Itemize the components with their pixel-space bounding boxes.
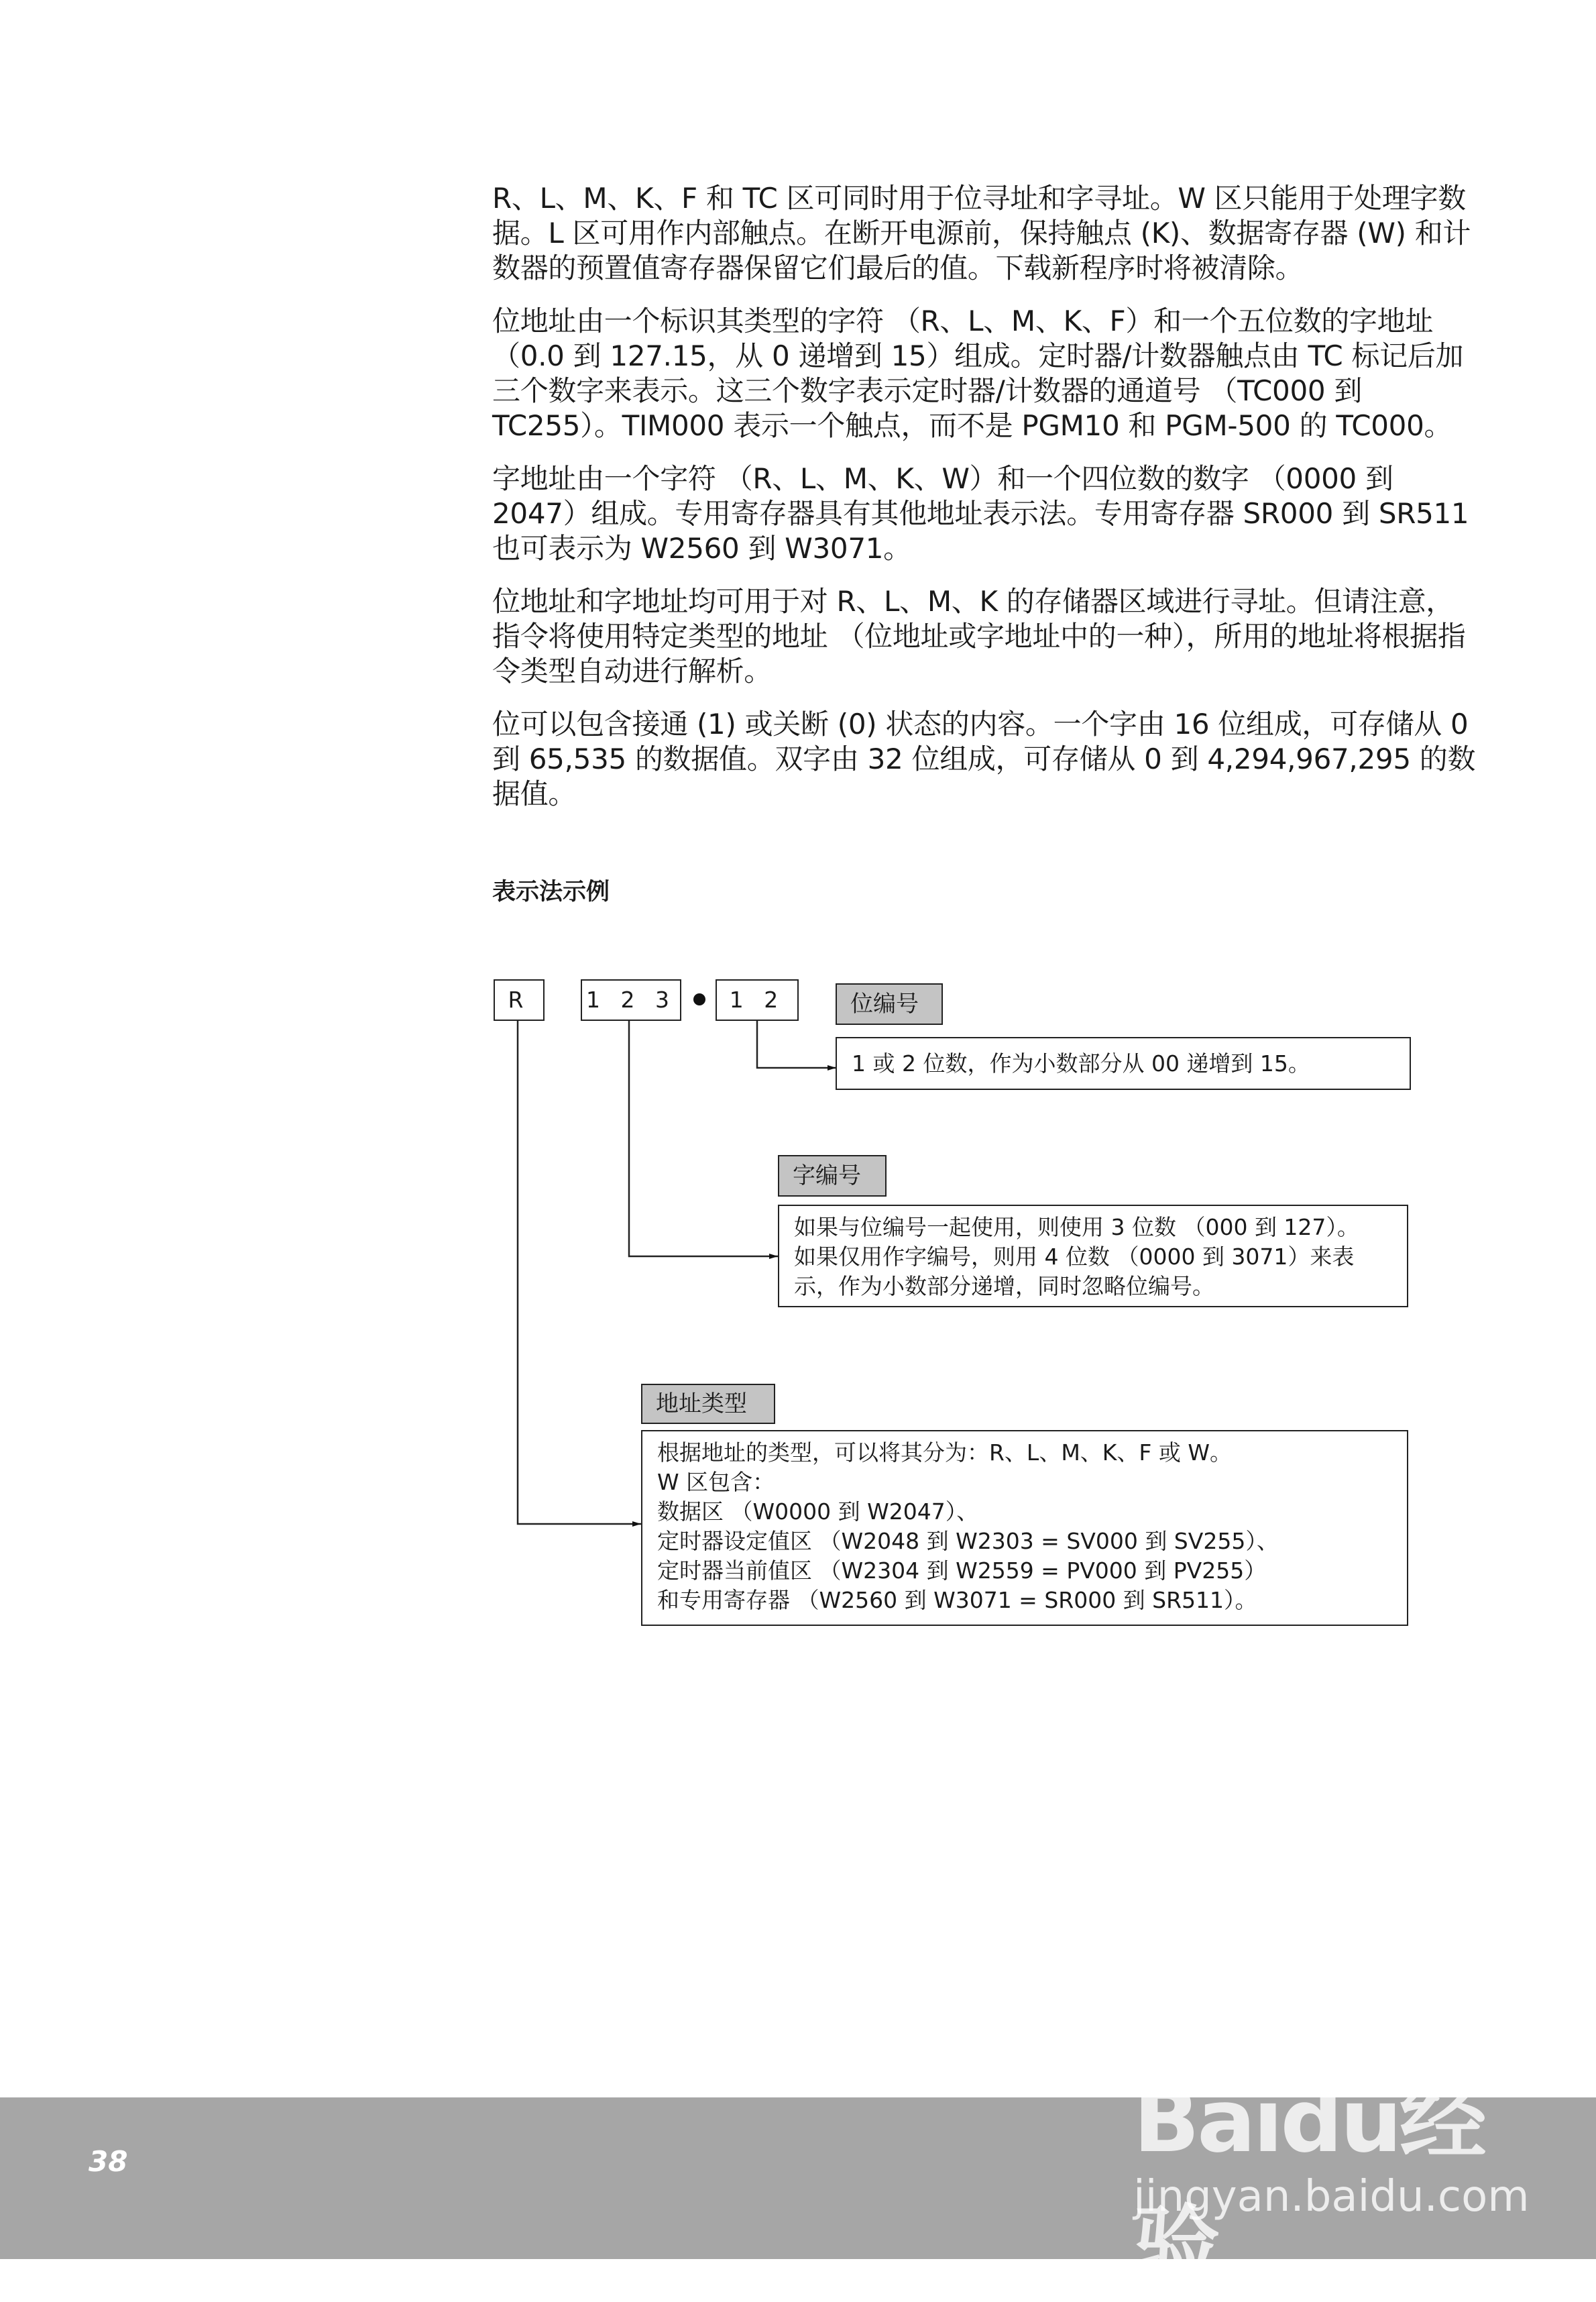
type-desc-line: 数据区 （W0000 到 W2047）、 [657,1498,979,1525]
paragraph-bit-address: 位地址由一个标识其类型的字符 （R、L、M、K、F）和一个五位数的字地址 （0.0 到 127.15，从 0 递增到 15）组成。定时器/计数器触点由 TC 标记后加三个数字来表示。这三个数字表示定时器/计数器的通道号 （TC000 到 TC255）。TIM000 表示一个触点，而不是 PGM10 和 PGM-500 的 TC000。 [492,305,1464,442]
decimal-point-dot [693,993,705,1005]
type-desc-line: W 区包含： [657,1469,775,1495]
address-type-label: 地址类型 [641,1384,775,1424]
section-title: 表示法示例 [492,879,610,906]
bit-number-label: 位编号 [836,983,943,1025]
type-desc-line: 定时器当前值区 （W2304 到 W2559 = PV000 到 PV255） [657,1557,1267,1584]
word-connector-line [629,1020,778,1256]
type-desc-line: 和专用寄存器 （W2560 到 W3071 = SR000 到 SR511）。 [657,1587,1257,1613]
type-desc-line: 定时器设定值区 （W2048 到 W2303 = SV000 到 SV255）、 [657,1528,1279,1554]
word-desc-line: 如果与位编号一起使用，则使用 3 位数 （000 到 127）。 [794,1214,1359,1240]
watermark-url: jingyan.baidu.com [1133,2172,1530,2222]
word-number-label: 字编号 [778,1155,887,1197]
address-type-description [641,1430,1408,1626]
baidu-jingyan-watermark [1133,2031,1530,2297]
bit-number-description [836,1037,1411,1090]
paragraph-area-usage: R、L、M、K、F 和 TC 区可同时用于位寻址和字寻址。W 区只能用于处理字数据。L 区可用作内部触点。在断开电源前，保持触点 (K)、数据寄存器 (W) 和计数器的预置值寄存器保留它们最后的值。下载新程序时将被清除。 [492,182,1471,284]
paragraph-data-range: 位可以包含接通 (1) 或关断 (0) 状态的内容。一个字由 16 位组成，可存储从 0 到 65,535 的数据值。双字由 32 位组成，可存储从 0 到 4,294,967,295 的数据值。 [492,708,1476,810]
word-number-cell: 1 2 3 [581,979,681,1021]
type-desc-line: 根据地址的类型，可以将其分为：R、L、M、K、F 或 W。 [657,1439,1233,1466]
address-type-cell: R [494,979,545,1021]
word-desc-line: 示，作为小数部分递增，同时忽略位编号。 [794,1273,1214,1299]
bit-desc-line: 1 或 2 位数，作为小数部分从 00 递增到 15。 [852,1050,1310,1077]
paragraph-addressing-note: 位地址和字地址均可用于对 R、L、M、K 的存储器区域进行寻址。但请注意，指令将使用特定类型的地址 （位地址或字地址中的一种），所用的地址将根据指令类型自动进行解析。 [492,585,1466,688]
word-number-description [778,1205,1408,1307]
type-connector-line [518,1020,641,1524]
bit-number-cell: 1 2 [716,979,799,1021]
word-desc-line: 如果仅用作字编号，则用 4 位数 （0000 到 3071）来表 [794,1244,1355,1270]
page-number: 38 [89,2145,128,2178]
watermark-logo: Baidu经验 [1133,2070,1484,2297]
bit-connector-line [757,1020,836,1068]
paragraph-word-address: 字地址由一个字符 （R、L、M、K、W）和一个四位数的数字 （0000 到 2047）组成。专用寄存器具有其他地址表示法。专用寄存器 SR000 到 SR511 也可表示为 W2560 到 W3071。 [492,462,1469,565]
